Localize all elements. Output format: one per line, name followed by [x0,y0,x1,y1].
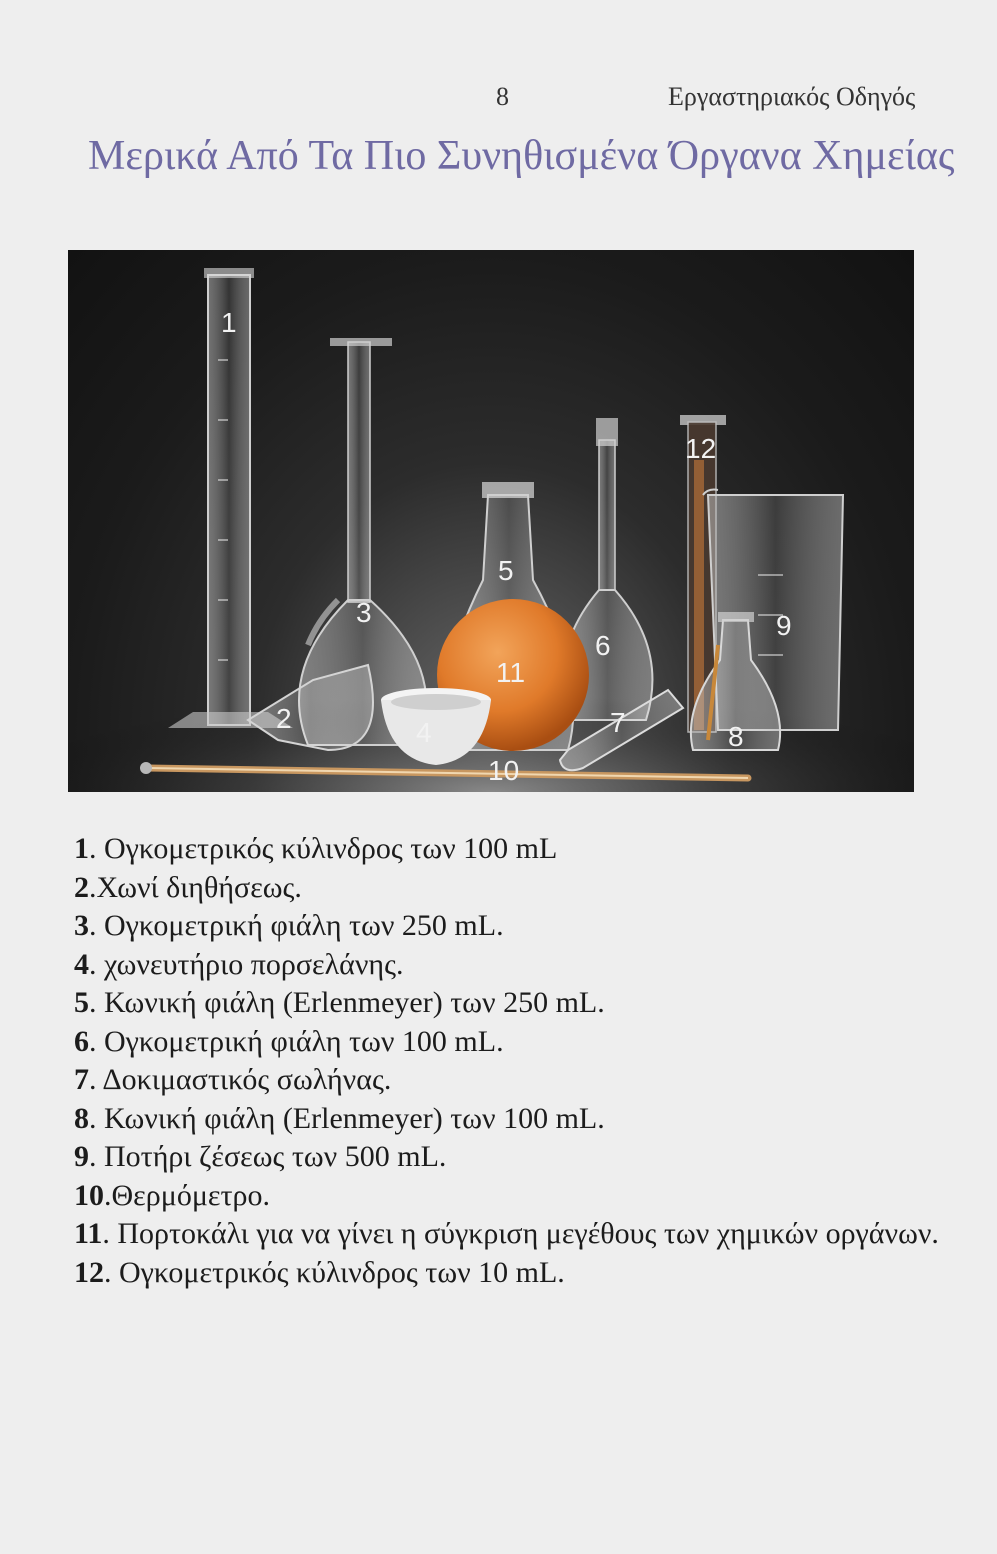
list-item: 6. Ογκομετρική φιάλη των 100 mL. [74,1024,504,1058]
list-item: 1. Ογκομετρικός κύλινδρος των 100 mL [74,832,558,865]
figure-label-11: 11 [496,657,526,688]
figure-label-8: 8 [728,721,744,752]
figure-label-7: 7 [610,707,626,738]
figure-label-3: 3 [356,597,372,628]
running-head: Εργαστηριακός Οδηγός [668,82,916,111]
figure-label-10: 10 [488,755,520,786]
page-number: 8 [496,82,509,111]
figure-label-12: 12 [685,433,717,464]
list-item: 11. Πορτοκάλι για να γίνει η σύγκριση μεγέθους των χημικών οργάνων. [74,1217,939,1250]
lab-equipment-photo [68,250,914,792]
list-item: 4. χωνευτήριο πορσελάνης. [74,947,404,981]
page-title: Μερικά Από Τα Πιο Συνηθισμένα Όργανα Χημείας [88,133,955,179]
list-item: 10.Θερμόμετρο. [74,1178,271,1212]
lab-equipment-illustration [68,250,914,792]
figure-label-4: 4 [416,717,432,748]
list-item: 8. Κωνική φιάλη (Erlenmeyer) των 100 mL. [74,1101,605,1135]
list-item: 3. Ογκομετρική φιάλη των 250 mL. [74,909,504,942]
figure-label-6: 6 [595,630,611,661]
figure-label-5: 5 [498,555,514,586]
list-item: 12. Ογκομετρικός κύλινδρος των 10 mL. [74,1255,565,1289]
list-item: 9. Ποτήρι ζέσεως των 500 mL. [74,1140,447,1173]
list-item: 7. Δοκιμαστικός σωλήνας. [74,1063,392,1096]
list-item: 2.Χωνί διηθήσεως. [74,870,302,904]
figure-label-9: 9 [776,610,792,641]
figure-label-2: 2 [276,703,292,734]
equipment-list [74,830,944,1292]
list-item: 5. Κωνική φιάλη (Erlenmeyer) των 250 mL. [74,986,605,1019]
figure-label-1: 1 [221,307,237,338]
